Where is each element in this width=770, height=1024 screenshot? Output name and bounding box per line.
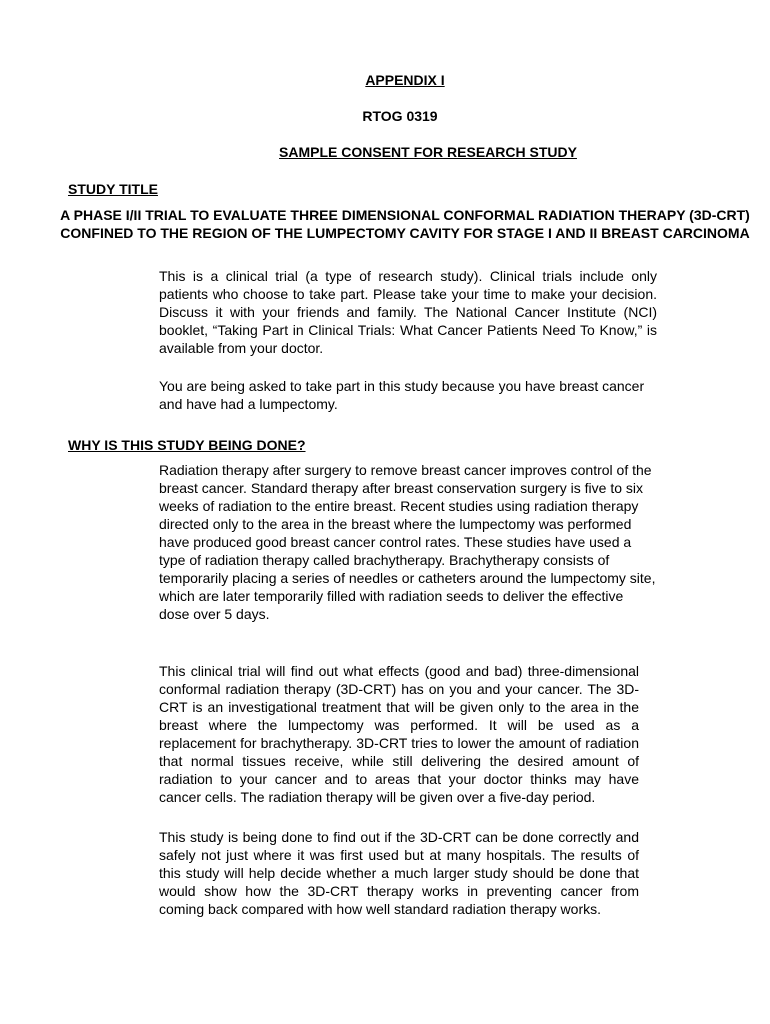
appendix-heading: APPENDIX I xyxy=(365,72,445,88)
trial-title: A PHASE I/II TRIAL TO EVALUATE THREE DIMENSIONAL CONFORMAL RADIATION THERAPY (3D-CRT) CONFINED TO THE REGION OF THE LUMPECTOMY CAVITY FOR STAGE I AND II BREAST CARCINOMA xyxy=(60,207,750,241)
study-purpose-paragraph: This study is being done to find out if the 3D-CRT can be done correctly and safely not just where it was first used but at many hospitals. The results of this study will help decide whether a much larger study should be done that would show how the 3D-CRT therapy works in preventing cancer from coming back compared with how well standard radiation therapy works. xyxy=(159,829,639,917)
radiation-therapy-paragraph: Radiation therapy after surgery to remove breast cancer improves control of the breast cancer. Standard therapy after breast conservation surgery is five to six weeks of radiation to the entire breast. Recent studies using radiation therapy directed only to the area in the breast where the lumpectomy was performed have produced good breast cancer control rates. These studies have used a type of radiation therapy called brachytherapy. Brachytherapy consists of temporarily placing a series of needles or catheters around the lumpectomy site, which are later temporarily filled with radiation seeds to deliver the effective dose over 5 days. xyxy=(159,462,656,622)
asked-paragraph: You are being asked to take part in this study because you have breast cancer and have had a lumpectomy. xyxy=(159,378,645,412)
protocol-number: RTOG 0319 xyxy=(362,108,438,124)
consent-title: SAMPLE CONSENT FOR RESEARCH STUDY xyxy=(279,144,577,160)
trial-effects-paragraph: This clinical trial will find out what effects (good and bad) three-dimensional conformal radiation therapy (3D-CRT) has on you and your cancer. The 3D-CRT is an investigational treatment that will be given only to the area in the breast where the lumpectomy was performed. It will be used as a replacement for brachytherapy. 3D-CRT tries to lower the amount of radiation that normal tissues receive, while still delivering the desired amount of radiation to your cancer and to areas that your doctor thinks may have cancer cells. The radiation therapy will be given over a five-day period. xyxy=(159,663,639,805)
study-title-heading: STUDY TITLE xyxy=(68,181,158,197)
clinical-trial-paragraph: This is a clinical trial (a type of research study). Clinical trials include only patients who choose to take part. Please take your time to make your decision. Discuss it with your friends and family. The National Cancer Institute (NCI) booklet, “Taking Part in Clinical Trials: What Cancer Patients Need To Know,” is available from your doctor. xyxy=(159,268,657,356)
why-study-heading: WHY IS THIS STUDY BEING DONE? xyxy=(68,437,306,453)
